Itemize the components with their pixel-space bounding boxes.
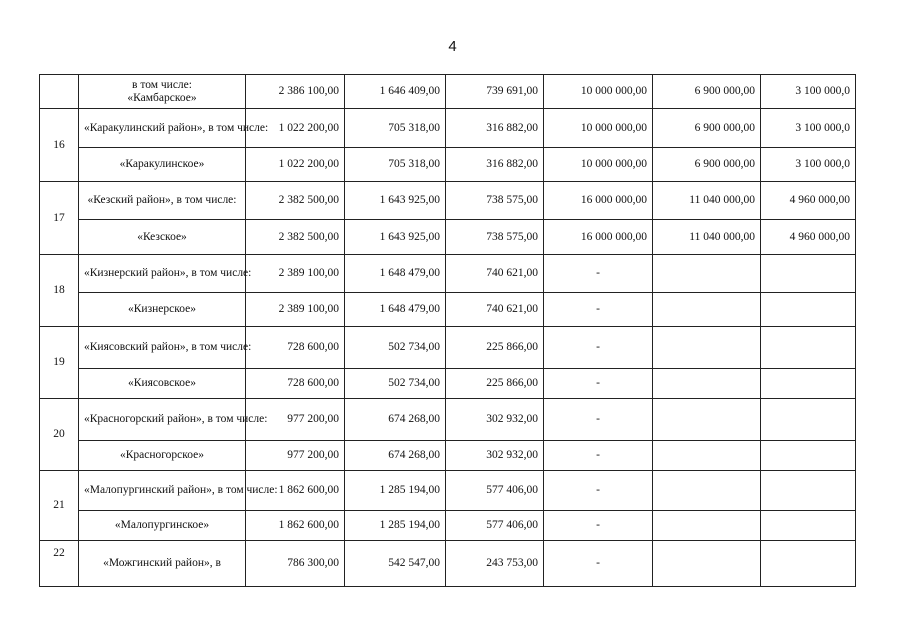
amount-cell-3: 316 882,00 — [446, 109, 544, 148]
amount-cell-5 — [653, 441, 761, 471]
row-index: 17 — [40, 182, 79, 255]
municipality-name: «Киясовский район», в том числе: — [79, 327, 246, 369]
amount-cell-2: 1 648 479,00 — [345, 293, 446, 327]
amount-cell-2: 1 643 925,00 — [345, 220, 446, 255]
amount-cell-5: 11 040 000,00 — [653, 220, 761, 255]
amount-cell-1: 977 200,00 — [246, 441, 345, 471]
amount-cell-6 — [761, 471, 856, 511]
amount-cell-5 — [653, 541, 761, 587]
budget-table — [39, 74, 856, 587]
municipality-name: «Кезский район», в том числе: — [79, 182, 246, 220]
municipality-name: «Красногорское» — [79, 441, 246, 471]
amount-cell-5 — [653, 255, 761, 293]
amount-cell-4: 16 000 000,00 — [544, 220, 653, 255]
amount-cell-2: 1 285 194,00 — [345, 511, 446, 541]
amount-cell-5 — [653, 399, 761, 441]
amount-cell-6: 3 100 000,0 — [761, 75, 856, 109]
amount-cell-2: 674 268,00 — [345, 441, 446, 471]
municipality-name: «Каракулинский район», в том числе: — [79, 109, 246, 148]
row-index: 21 — [40, 471, 79, 541]
amount-cell-1: 1 862 600,00 — [246, 471, 345, 511]
amount-cell-5 — [653, 327, 761, 369]
amount-cell-4: - — [544, 369, 653, 399]
amount-cell-6 — [761, 293, 856, 327]
amount-cell-1: 1 862 600,00 — [246, 511, 345, 541]
amount-cell-3: 243 753,00 — [446, 541, 544, 587]
municipality-name: «Кезское» — [79, 220, 246, 255]
amount-cell-6 — [761, 541, 856, 587]
amount-cell-3: 316 882,00 — [446, 148, 544, 182]
amount-cell-2: 705 318,00 — [345, 148, 446, 182]
amount-cell-4: - — [544, 255, 653, 293]
municipality-name: «Малопургинское» — [79, 511, 246, 541]
amount-cell-1: 977 200,00 — [246, 399, 345, 441]
table-row — [40, 471, 856, 511]
municipality-name: «Кизнерский район», в том числе: — [79, 255, 246, 293]
amount-cell-1: 2 382 500,00 — [246, 220, 345, 255]
municipality-name: в том числе: «Камбарское» — [79, 75, 246, 109]
amount-cell-3: 302 932,00 — [446, 399, 544, 441]
row-index: 20 — [40, 399, 79, 471]
amount-cell-3: 225 866,00 — [446, 369, 544, 399]
amount-cell-6 — [761, 511, 856, 541]
municipality-name: «Красногорский район», в том числе: — [79, 399, 246, 441]
table-row — [40, 327, 856, 369]
amount-cell-4: - — [544, 441, 653, 471]
amount-cell-4: - — [544, 293, 653, 327]
amount-cell-1: 1 022 200,00 — [246, 109, 345, 148]
amount-cell-4: - — [544, 471, 653, 511]
amount-cell-1: 728 600,00 — [246, 369, 345, 399]
amount-cell-1: 2 389 100,00 — [246, 255, 345, 293]
amount-cell-6: 4 960 000,00 — [761, 220, 856, 255]
amount-cell-1: 2 389 100,00 — [246, 293, 345, 327]
amount-cell-4: - — [544, 541, 653, 587]
amount-cell-3: 225 866,00 — [446, 327, 544, 369]
amount-cell-5 — [653, 471, 761, 511]
amount-cell-4: - — [544, 327, 653, 369]
amount-cell-4: - — [544, 511, 653, 541]
table-row — [40, 441, 856, 471]
row-index: 18 — [40, 255, 79, 327]
row-index — [40, 75, 79, 109]
amount-cell-6: 4 960 000,00 — [761, 182, 856, 220]
amount-cell-3: 740 621,00 — [446, 293, 544, 327]
municipality-name: «Можгинский район», в — [79, 541, 246, 587]
amount-cell-5: 11 040 000,00 — [653, 182, 761, 220]
amount-cell-4: 10 000 000,00 — [544, 109, 653, 148]
amount-cell-1: 786 300,00 — [246, 541, 345, 587]
amount-cell-3: 577 406,00 — [446, 471, 544, 511]
amount-cell-5: 6 900 000,00 — [653, 109, 761, 148]
amount-cell-1: 1 022 200,00 — [246, 148, 345, 182]
amount-cell-3: 739 691,00 — [446, 75, 544, 109]
table-body — [40, 75, 856, 587]
municipality-name: «Каракулинское» — [79, 148, 246, 182]
table-row — [40, 541, 856, 587]
amount-cell-1: 2 382 500,00 — [246, 182, 345, 220]
amount-cell-6 — [761, 441, 856, 471]
amount-cell-2: 1 648 479,00 — [345, 255, 446, 293]
amount-cell-2: 502 734,00 — [345, 327, 446, 369]
table-row — [40, 369, 856, 399]
amount-cell-4: 10 000 000,00 — [544, 75, 653, 109]
table-row — [40, 293, 856, 327]
table-row — [40, 255, 856, 293]
table-row — [40, 511, 856, 541]
amount-cell-3: 302 932,00 — [446, 441, 544, 471]
table-row — [40, 148, 856, 182]
municipality-name: «Малопургинский район», в том числе: — [79, 471, 246, 511]
amount-cell-6: 3 100 000,0 — [761, 148, 856, 182]
municipality-name: «Кизнерское» — [79, 293, 246, 327]
table-row — [40, 399, 856, 441]
amount-cell-2: 674 268,00 — [345, 399, 446, 441]
row-index: 19 — [40, 327, 79, 399]
amount-cell-2: 1 646 409,00 — [345, 75, 446, 109]
amount-cell-4: 10 000 000,00 — [544, 148, 653, 182]
amount-cell-4: - — [544, 399, 653, 441]
page-number: 4 — [448, 38, 457, 55]
amount-cell-5 — [653, 293, 761, 327]
amount-cell-2: 705 318,00 — [345, 109, 446, 148]
amount-cell-6 — [761, 327, 856, 369]
amount-cell-5: 6 900 000,00 — [653, 75, 761, 109]
amount-cell-5: 6 900 000,00 — [653, 148, 761, 182]
amount-cell-2: 502 734,00 — [345, 369, 446, 399]
municipality-name: «Киясовское» — [79, 369, 246, 399]
table-row — [40, 109, 856, 148]
amount-cell-3: 740 621,00 — [446, 255, 544, 293]
amount-cell-3: 738 575,00 — [446, 220, 544, 255]
row-index: 16 — [40, 109, 79, 182]
amount-cell-6 — [761, 399, 856, 441]
amount-cell-2: 542 547,00 — [345, 541, 446, 587]
amount-cell-3: 577 406,00 — [446, 511, 544, 541]
amount-cell-2: 1 643 925,00 — [345, 182, 446, 220]
amount-cell-3: 738 575,00 — [446, 182, 544, 220]
row-index: 22 — [40, 541, 79, 587]
amount-cell-5 — [653, 511, 761, 541]
amount-cell-6: 3 100 000,0 — [761, 109, 856, 148]
amount-cell-4: 16 000 000,00 — [544, 182, 653, 220]
amount-cell-6 — [761, 255, 856, 293]
amount-cell-2: 1 285 194,00 — [345, 471, 446, 511]
table-row — [40, 182, 856, 220]
amount-cell-6 — [761, 369, 856, 399]
table-row — [40, 75, 856, 109]
amount-cell-1: 2 386 100,00 — [246, 75, 345, 109]
amount-cell-5 — [653, 369, 761, 399]
amount-cell-1: 728 600,00 — [246, 327, 345, 369]
table-row — [40, 220, 856, 255]
